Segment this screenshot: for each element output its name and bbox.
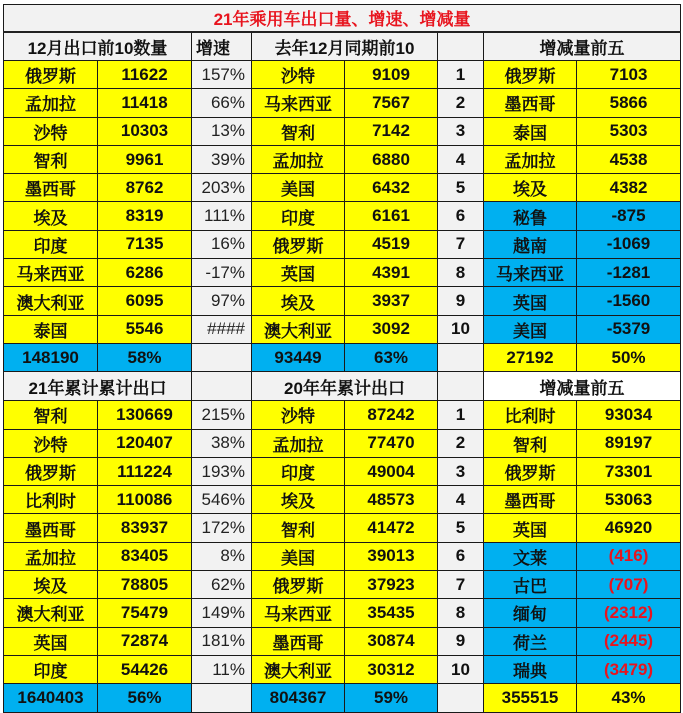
last-year-value-cell: 6880 xyxy=(345,145,438,173)
change-value-cell: 7103 xyxy=(577,61,681,89)
last-year-country-cell: 埃及 xyxy=(252,486,345,514)
last-year-country-cell: 印度 xyxy=(252,202,345,230)
country-cell: 孟加拉 xyxy=(4,89,98,117)
rank-cell: 8 xyxy=(438,599,484,627)
last-year-country-cell: 孟加拉 xyxy=(252,145,345,173)
change-country-cell: 埃及 xyxy=(484,174,577,202)
rank-cell: 5 xyxy=(438,174,484,202)
growth-cell: -17% xyxy=(192,259,252,287)
last-year-country-cell: 澳大利亚 xyxy=(252,655,345,683)
table-row xyxy=(4,457,681,485)
growth-cell: 203% xyxy=(192,174,252,202)
country-cell: 泰国 xyxy=(4,315,98,343)
last-year-country-cell: 马来西亚 xyxy=(252,89,345,117)
total-growth-blank xyxy=(192,684,252,712)
table-row xyxy=(4,61,681,89)
rank-cell: 4 xyxy=(438,486,484,514)
last-year-country-cell: 英国 xyxy=(252,259,345,287)
total-change-share-cell: 50% xyxy=(577,343,681,371)
value-cell: 83937 xyxy=(98,514,192,542)
header-change-top5: 增减量前五 xyxy=(484,372,681,401)
country-cell: 澳大利亚 xyxy=(4,287,98,315)
country-cell: 墨西哥 xyxy=(4,514,98,542)
country-cell: 印度 xyxy=(4,230,98,258)
last-year-country-cell: 智利 xyxy=(252,514,345,542)
change-country-cell: 智利 xyxy=(484,429,577,457)
value-cell: 11418 xyxy=(98,89,192,117)
change-value-cell: 89197 xyxy=(577,429,681,457)
rank-cell: 3 xyxy=(438,457,484,485)
table-row xyxy=(4,89,681,117)
value-cell: 9961 xyxy=(98,145,192,173)
rank-cell: 9 xyxy=(438,627,484,655)
change-country-cell: 瑞典 xyxy=(484,655,577,683)
table-row xyxy=(4,287,681,315)
change-value-cell: (707) xyxy=(577,571,681,599)
total-change-share-cell: 43% xyxy=(577,684,681,712)
table-row xyxy=(4,486,681,514)
change-value-cell: 5866 xyxy=(577,89,681,117)
last-year-country-cell: 美国 xyxy=(252,174,345,202)
last-year-value-cell: 49004 xyxy=(345,457,438,485)
header-dec-top10: 12月出口前10数量 xyxy=(4,32,192,61)
total-change-value-cell: 27192 xyxy=(484,343,577,371)
rank-cell: 7 xyxy=(438,571,484,599)
country-cell: 马来西亚 xyxy=(4,259,98,287)
totals-row xyxy=(4,684,681,712)
last-year-country-cell: 墨西哥 xyxy=(252,627,345,655)
country-cell: 印度 xyxy=(4,655,98,683)
last-year-value-cell: 30312 xyxy=(345,655,438,683)
header-ytd-2021: 21年累计累计出口 xyxy=(4,372,192,401)
last-year-value-cell: 77470 xyxy=(345,429,438,457)
value-cell: 7135 xyxy=(98,230,192,258)
growth-cell: 38% xyxy=(192,429,252,457)
change-country-cell: 越南 xyxy=(484,230,577,258)
growth-cell: 546% xyxy=(192,486,252,514)
rank-cell: 2 xyxy=(438,89,484,117)
change-country-cell: 文莱 xyxy=(484,542,577,570)
growth-cell: 157% xyxy=(192,61,252,89)
header-last-year-dec-top10: 去年12月同期前10 xyxy=(252,32,438,61)
country-cell: 埃及 xyxy=(4,202,98,230)
change-country-cell: 墨西哥 xyxy=(484,89,577,117)
country-cell: 比利时 xyxy=(4,486,98,514)
growth-cell: 8% xyxy=(192,542,252,570)
last-year-value-cell: 7142 xyxy=(345,117,438,145)
export-spreadsheet xyxy=(3,4,680,713)
value-cell: 8762 xyxy=(98,174,192,202)
rank-cell: 8 xyxy=(438,259,484,287)
change-value-cell: (416) xyxy=(577,542,681,570)
value-cell: 6286 xyxy=(98,259,192,287)
change-value-cell: (2312) xyxy=(577,599,681,627)
value-cell: 83405 xyxy=(98,542,192,570)
header-change-top5: 增减量前五 xyxy=(484,32,681,61)
table-row xyxy=(4,145,681,173)
total-last-year-share-cell: 63% xyxy=(345,343,438,371)
table-row xyxy=(4,202,681,230)
country-cell: 英国 xyxy=(4,627,98,655)
table-row xyxy=(4,655,681,683)
change-value-cell: 46920 xyxy=(577,514,681,542)
change-country-cell: 孟加拉 xyxy=(484,145,577,173)
table-row xyxy=(4,174,681,202)
value-cell: 130669 xyxy=(98,401,192,429)
total-last-year-value-cell: 93449 xyxy=(252,343,345,371)
total-last-year-value-cell: 804367 xyxy=(252,684,345,712)
change-value-cell: -1069 xyxy=(577,230,681,258)
total-share-cell: 56% xyxy=(98,684,192,712)
change-value-cell: 5303 xyxy=(577,117,681,145)
table-row xyxy=(4,429,681,457)
table-row xyxy=(4,259,681,287)
value-cell: 111224 xyxy=(98,457,192,485)
growth-cell: 181% xyxy=(192,627,252,655)
last-year-country-cell: 沙特 xyxy=(252,401,345,429)
last-year-value-cell: 41472 xyxy=(345,514,438,542)
growth-cell: 62% xyxy=(192,571,252,599)
value-cell: 11622 xyxy=(98,61,192,89)
change-country-cell: 泰国 xyxy=(484,117,577,145)
change-country-cell: 墨西哥 xyxy=(484,486,577,514)
last-year-value-cell: 4519 xyxy=(345,230,438,258)
total-value-cell: 1640403 xyxy=(4,684,98,712)
value-cell: 5546 xyxy=(98,315,192,343)
total-rank-blank xyxy=(438,684,484,712)
country-cell: 墨西哥 xyxy=(4,174,98,202)
last-year-country-cell: 马来西亚 xyxy=(252,599,345,627)
value-cell: 78805 xyxy=(98,571,192,599)
rank-cell: 6 xyxy=(438,542,484,570)
last-year-country-cell: 孟加拉 xyxy=(252,429,345,457)
last-year-value-cell: 37923 xyxy=(345,571,438,599)
change-country-cell: 秘鲁 xyxy=(484,202,577,230)
last-year-value-cell: 3937 xyxy=(345,287,438,315)
table-row xyxy=(4,315,681,343)
last-year-value-cell: 39013 xyxy=(345,542,438,570)
value-cell: 10303 xyxy=(98,117,192,145)
change-country-cell: 古巴 xyxy=(484,571,577,599)
last-year-country-cell: 俄罗斯 xyxy=(252,230,345,258)
table-row xyxy=(4,599,681,627)
section2-header-row xyxy=(4,372,681,401)
table-row xyxy=(4,230,681,258)
rank-cell: 10 xyxy=(438,315,484,343)
rank-cell: 3 xyxy=(438,117,484,145)
table-row xyxy=(4,514,681,542)
last-year-value-cell: 6432 xyxy=(345,174,438,202)
last-year-value-cell: 30874 xyxy=(345,627,438,655)
total-change-value-cell: 355515 xyxy=(484,684,577,712)
country-cell: 埃及 xyxy=(4,571,98,599)
country-cell: 沙特 xyxy=(4,117,98,145)
last-year-value-cell: 3092 xyxy=(345,315,438,343)
last-year-country-cell: 埃及 xyxy=(252,287,345,315)
country-cell: 孟加拉 xyxy=(4,542,98,570)
change-country-cell: 英国 xyxy=(484,514,577,542)
value-cell: 120407 xyxy=(98,429,192,457)
growth-cell: 13% xyxy=(192,117,252,145)
change-country-cell: 比利时 xyxy=(484,401,577,429)
last-year-country-cell: 美国 xyxy=(252,542,345,570)
growth-cell: 172% xyxy=(192,514,252,542)
growth-cell: 193% xyxy=(192,457,252,485)
change-value-cell: 4382 xyxy=(577,174,681,202)
last-year-value-cell: 9109 xyxy=(345,61,438,89)
rank-cell: 5 xyxy=(438,514,484,542)
change-value-cell: 4538 xyxy=(577,145,681,173)
change-value-cell: -875 xyxy=(577,202,681,230)
growth-cell: 97% xyxy=(192,287,252,315)
sheet-title: 21年乘用车出口量、增速、增减量 xyxy=(4,5,681,32)
last-year-value-cell: 35435 xyxy=(345,599,438,627)
rank-cell: 6 xyxy=(438,202,484,230)
last-year-country-cell: 俄罗斯 xyxy=(252,571,345,599)
last-year-value-cell: 87242 xyxy=(345,401,438,429)
value-cell: 6095 xyxy=(98,287,192,315)
change-value-cell: (3479) xyxy=(577,655,681,683)
change-country-cell: 荷兰 xyxy=(484,627,577,655)
growth-cell: #### xyxy=(192,315,252,343)
table-row xyxy=(4,542,681,570)
last-year-country-cell: 沙特 xyxy=(252,61,345,89)
total-share-cell: 58% xyxy=(98,343,192,371)
value-cell: 72874 xyxy=(98,627,192,655)
export-table xyxy=(3,4,681,713)
change-value-cell: -1560 xyxy=(577,287,681,315)
change-value-cell: -5379 xyxy=(577,315,681,343)
header-growth: 增速 xyxy=(192,32,252,61)
country-cell: 智利 xyxy=(4,401,98,429)
country-cell: 沙特 xyxy=(4,429,98,457)
growth-cell: 16% xyxy=(192,230,252,258)
header-growth-blank xyxy=(192,372,252,401)
rank-cell: 10 xyxy=(438,655,484,683)
total-growth-blank xyxy=(192,343,252,371)
country-cell: 澳大利亚 xyxy=(4,599,98,627)
change-value-cell: 53063 xyxy=(577,486,681,514)
total-value-cell: 148190 xyxy=(4,343,98,371)
change-value-cell: 73301 xyxy=(577,457,681,485)
rank-cell: 1 xyxy=(438,401,484,429)
country-cell: 智利 xyxy=(4,145,98,173)
rank-cell: 7 xyxy=(438,230,484,258)
last-year-value-cell: 48573 xyxy=(345,486,438,514)
rank-cell: 4 xyxy=(438,145,484,173)
growth-cell: 66% xyxy=(192,89,252,117)
value-cell: 54426 xyxy=(98,655,192,683)
table-row xyxy=(4,117,681,145)
growth-cell: 215% xyxy=(192,401,252,429)
value-cell: 75479 xyxy=(98,599,192,627)
last-year-value-cell: 4391 xyxy=(345,259,438,287)
growth-cell: 39% xyxy=(192,145,252,173)
change-value-cell: -1281 xyxy=(577,259,681,287)
country-cell: 俄罗斯 xyxy=(4,61,98,89)
last-year-country-cell: 印度 xyxy=(252,457,345,485)
growth-cell: 111% xyxy=(192,202,252,230)
change-country-cell: 俄罗斯 xyxy=(484,457,577,485)
change-country-cell: 缅甸 xyxy=(484,599,577,627)
table-row xyxy=(4,627,681,655)
last-year-value-cell: 6161 xyxy=(345,202,438,230)
change-value-cell: (2445) xyxy=(577,627,681,655)
change-country-cell: 马来西亚 xyxy=(484,259,577,287)
header-ytd-2020: 20年年累计出口 xyxy=(252,372,438,401)
change-country-cell: 俄罗斯 xyxy=(484,61,577,89)
last-year-country-cell: 智利 xyxy=(252,117,345,145)
change-country-cell: 美国 xyxy=(484,315,577,343)
change-value-cell: 93034 xyxy=(577,401,681,429)
value-cell: 8319 xyxy=(98,202,192,230)
header-rank-blank xyxy=(438,372,484,401)
totals-row xyxy=(4,343,681,371)
growth-cell: 11% xyxy=(192,655,252,683)
table-row xyxy=(4,401,681,429)
country-cell: 俄罗斯 xyxy=(4,457,98,485)
total-last-year-share-cell: 59% xyxy=(345,684,438,712)
last-year-country-cell: 澳大利亚 xyxy=(252,315,345,343)
total-rank-blank xyxy=(438,343,484,371)
last-year-value-cell: 7567 xyxy=(345,89,438,117)
table-row xyxy=(4,571,681,599)
rank-cell: 1 xyxy=(438,61,484,89)
growth-cell: 149% xyxy=(192,599,252,627)
rank-cell: 2 xyxy=(438,429,484,457)
header-rank xyxy=(438,32,484,61)
change-country-cell: 英国 xyxy=(484,287,577,315)
value-cell: 110086 xyxy=(98,486,192,514)
rank-cell: 9 xyxy=(438,287,484,315)
